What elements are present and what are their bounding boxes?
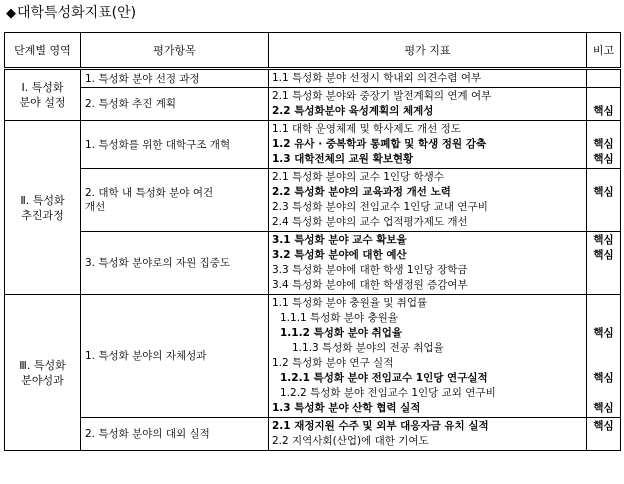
indicator-line: 2.3 특성화 분야의 전임교수 1인당 교내 연구비	[272, 201, 488, 213]
indicator-line: 1.1 대학 운영체제 및 학사제도 개선 정도	[272, 123, 461, 135]
indicator-line: 2.1 특성화 분야의 교수 1인당 학생수	[272, 171, 444, 183]
criterion-label: 1. 특성화 분야의 자체성과	[85, 350, 207, 362]
stage-label: 분야 설정	[19, 96, 66, 109]
indicator-line: 1.2.1 특성화 분야 전임교수 1인당 연구실적	[280, 372, 488, 384]
criterion-label: 1. 특성화를 위한 대학구조 개혁	[85, 138, 231, 151]
indicator-line: 3.3 특성화 분야에 대한 학생 1인당 장학금	[272, 264, 468, 276]
note-mark: 핵심	[593, 186, 614, 198]
stage-cell	[5, 295, 81, 451]
note-mark: 핵심	[593, 105, 614, 117]
criterion-label: 3. 특성화 분야로의 자원 집중도	[85, 257, 231, 269]
indicator-line: 1.3 대학전체의 교원 확보현황	[272, 153, 414, 165]
header-note: 비고	[587, 33, 621, 69]
note-mark: 핵심	[593, 372, 614, 384]
indicator-line: 3.1 특성화 분야 교수 확보율	[272, 234, 407, 246]
stage-label: Ⅰ. 특성화	[21, 81, 64, 94]
indicator-line: 1.2 특성화 분야 연구 실적	[272, 357, 394, 369]
note-mark	[587, 170, 620, 185]
indicator-cell	[269, 418, 587, 451]
document-title-text: 대학특성화지표(안)	[17, 5, 137, 21]
table-row	[5, 169, 621, 232]
header-criteria: 평가항목	[81, 33, 269, 69]
table-row	[5, 232, 621, 295]
criterion-label: 개선	[85, 201, 106, 213]
header-stage: 단계별 영역	[5, 33, 81, 69]
note-cell	[587, 69, 621, 88]
indicator-line: 1.3 특성화 분야 산학 협력 실적	[272, 402, 421, 414]
note-mark	[587, 200, 620, 215]
note-mark: 핵심	[593, 138, 614, 150]
document-title	[6, 4, 136, 23]
header-indicator: 평가 지표	[269, 33, 587, 69]
stage-cell	[5, 69, 81, 121]
note-mark	[587, 89, 620, 104]
note-mark	[587, 341, 620, 356]
criterion-cell	[81, 88, 269, 121]
criterion-cell	[81, 418, 269, 451]
indicator-line: 1.1 특성화 분야 충원율 및 취업률	[272, 297, 428, 309]
table-row	[5, 418, 621, 451]
indicator-line: 1.1 특성화 분야 선정시 학내외 의견수렴 여부	[272, 72, 482, 84]
stage-label: 분야성과	[21, 373, 64, 387]
note-mark	[587, 215, 620, 230]
note-cell	[587, 169, 621, 232]
indicator-cell	[269, 295, 587, 418]
note-mark: 핵심	[593, 249, 614, 261]
indicator-line: 2.2 특성화분야 육성계획의 체계성	[272, 105, 434, 117]
note-cell	[587, 88, 621, 121]
stage-cell	[5, 121, 81, 295]
indicator-cell	[269, 88, 587, 121]
note-mark	[587, 296, 620, 311]
table-row	[5, 295, 621, 418]
note-cell	[587, 295, 621, 418]
table-row	[5, 69, 621, 88]
criterion-label: 2. 특성화 추진 계획	[85, 98, 177, 110]
note-cell	[587, 418, 621, 451]
indicator-line: 2.1 재정지원 수주 및 외부 대응자금 유치 실적	[272, 420, 489, 432]
indicator-line: 3.4 특성화 분야에 대한 학생정원 증감여부	[272, 279, 468, 291]
indicator-line: 2.1 특성화 분야와 중장기 발전계획의 연계 여부	[272, 90, 492, 102]
criterion-cell	[81, 69, 269, 88]
criterion-label: 1. 특성화 분야 선정 과정	[85, 72, 200, 85]
table-row	[5, 88, 621, 121]
indicator-line: 2.4 특성화 분야의 교수 업적평가제도 개선	[272, 216, 468, 228]
indicator-cell	[269, 69, 587, 88]
indicator-cell	[269, 169, 587, 232]
note-cell	[587, 232, 621, 295]
indicator-table	[4, 32, 621, 451]
criterion-cell	[81, 295, 269, 418]
note-mark: 핵심	[593, 402, 614, 414]
note-mark	[587, 311, 620, 326]
indicator-line: 1.2 유사 · 중복학과 통폐합 및 학생 정원 감축	[272, 138, 487, 150]
note-mark	[587, 386, 620, 401]
table-body	[5, 69, 621, 451]
indicator-line: 1.2.2 특성화 분야 전임교수 1인당 교외 연구비	[280, 387, 496, 399]
note-mark: 핵심	[593, 153, 614, 165]
indicator-line: 3.2 특성화 분야에 대한 예산	[272, 249, 407, 261]
table-header-row	[5, 33, 621, 69]
indicator-line: 2.2 특성화 분야의 교육과정 개선 노력	[272, 186, 451, 198]
criterion-label: 2. 대학 내 특성화 분야 여건	[85, 187, 214, 199]
note-mark	[587, 263, 620, 278]
indicator-line: 1.1.2 특성화 분야 취업율	[280, 327, 403, 339]
note-mark: 핵심	[593, 234, 614, 246]
note-mark	[587, 356, 620, 371]
note-mark	[587, 278, 620, 293]
criterion-cell	[81, 121, 269, 169]
note-mark	[587, 122, 620, 137]
criterion-cell	[81, 169, 269, 232]
note-mark: 핵심	[593, 327, 614, 339]
indicator-line: 1.1.3 특성화 분야의 전공 취업율	[292, 342, 444, 354]
note-mark	[587, 434, 620, 449]
stage-label: Ⅱ. 특성화	[20, 193, 65, 207]
table-row	[5, 121, 621, 169]
indicator-cell	[269, 232, 587, 295]
indicator-line: 1.1.1 특성화 분야 충원율	[280, 312, 398, 324]
note-cell	[587, 121, 621, 169]
criterion-cell	[81, 232, 269, 295]
indicator-line: 2.2 지역사회(산업)에 대한 기여도	[272, 435, 429, 447]
diamond-bullet-icon: ◆	[6, 6, 16, 21]
note-mark: 핵심	[593, 420, 614, 432]
note-mark	[587, 71, 620, 86]
criterion-label: 2. 특성화 분야의 대외 실적	[85, 428, 210, 440]
stage-label: 추진과정	[21, 208, 64, 222]
indicator-cell	[269, 121, 587, 169]
stage-label: Ⅲ. 특성화	[19, 358, 66, 372]
